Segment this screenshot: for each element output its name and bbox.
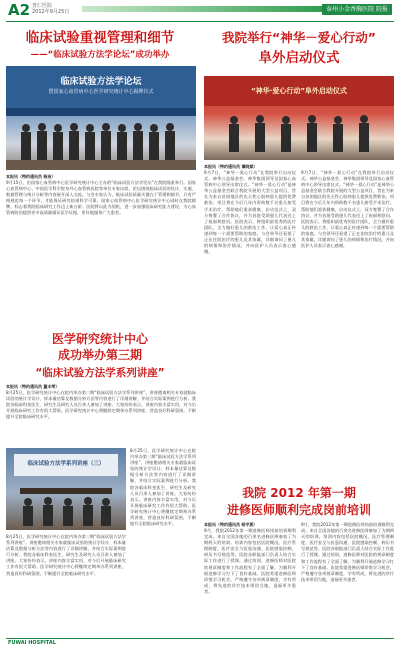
article1-subtitle: ——“临床试验方法学论坛”成功举办 bbox=[30, 50, 170, 60]
article1-body: 9月15日，由国家心血管病中心医学研究统计中心主办的“临床试验方法学论坛”在我院隆重举行。国家心血管病中心、中国医学科学院阜外心血管病医院等单位专家出席。论坛围绕临床试验的设计、实施、数据管理与统计分析等内容展开深入交流。与会专家认为，临床试验质量关键在于管理和细节，只有严格规范每一个环节，才能保证研究结果科学可靠。国家心血管病中心医学研究统计中心同时在我院揭牌，标志着我院临床研究工作迈上新台阶。医院将以此为契机，进一步加强临床研究能力建设，为心血管病防治提供更多高质量循证医学证据，更好地服务广大患者。 bbox=[6, 180, 196, 216]
article2-title-line3: “临床试验方法学系列讲座” bbox=[35, 367, 165, 379]
article1-photo-subbanner: 暨国家心血管病中心医学研究统计中心揭牌仪式 bbox=[48, 89, 154, 95]
article1-photo-banner: 临床试验方法学论坛 bbox=[60, 77, 142, 87]
issue-line-2: 2012年9月25日 bbox=[32, 9, 70, 15]
article1-byline: 本报讯（特约通讯员 杨洁） bbox=[6, 174, 56, 179]
article2-title-line2: 成功举办第三期 bbox=[57, 348, 142, 362]
article3-photo bbox=[204, 76, 394, 160]
article1-title: 临床试验重视管理和细节 bbox=[25, 30, 175, 46]
issue-date bbox=[32, 3, 69, 15]
article2-body-bottom: 8月25日，医学研究统计中心在院内举办第三期“临床试验方法学系列讲座”。讲座邀请相关专家就临床试验的统计学设计、样本量估算及数据分析方法等内容进行了详细讲解，并结合实际案例进行分析。我院各临床科室医生、研究生及研究人员百余人参加了讲座。大家纷纷表示，讲座内容丰富实用，对今后开展临床研究工作有很大帮助。医学研究统计中心将继续定期举办系列讲座，营造良好科研氛围，不断提升全院临床研究水平。 bbox=[6, 534, 126, 576]
footer-rule bbox=[6, 638, 394, 639]
section-label: 泰州小金香胸医院 院报 bbox=[322, 4, 392, 15]
article2-photo-banner: 临床试验方法学系列讲座（三） bbox=[27, 461, 105, 467]
page-header bbox=[0, 0, 400, 22]
article2-body-side: 8月25日，医学研究统计中心在院内举办第三期“临床试验方法学系列讲座”。讲座邀请相关专家就临床试验的统计学设计、样本量估算及数据分析方法等内容进行了详细讲解，并结合实际案例进行分析。我院各临床科室医生、研究生及研究人员百余人参加了讲座。大家纷纷表示，讲座内容丰富实用，对今后开展临床研究工作有很大帮助。医学研究统计中心将继续定期举办系列讲座，营造良好科研氛围，不断提升全院临床研究水平。 bbox=[130, 448, 196, 527]
issue-line-1: 普仁医院 bbox=[32, 3, 53, 9]
article3-title-line2: 阜外启动仪式 bbox=[258, 50, 340, 66]
article4-title-line1: 我院 2012 年第一期 bbox=[242, 486, 356, 500]
article4-byline: 本报讯（特约通讯员 杨宇燕） bbox=[204, 522, 258, 527]
article2-photo bbox=[6, 448, 126, 530]
page-number: A2 bbox=[8, 1, 31, 19]
article3-title-line1: 我院举行“神华－爱心行动” bbox=[222, 30, 376, 45]
header-decor-bar bbox=[82, 6, 332, 12]
article3-photo-banner: “神华·爱心行动”阜外启动仪式 bbox=[251, 87, 347, 95]
page-footer bbox=[0, 638, 400, 650]
article3-byline: 本报讯（特约通讯员 谭晓斌） bbox=[204, 164, 258, 169]
article2-title-line1: 医学研究统计中心 bbox=[51, 332, 148, 346]
article2-body-top: 8月25日，医学研究统计中心在院内举办第三期“临床试验方法学系列讲座”。讲座邀请相关专家就临床试验的统计学设计、样本量估算及数据分析方法等内容进行了详细讲解，并结合实际案例进行分析。我院各临床科室医生、研究生及研究人员百余人参加了讲座。大家纷纷表示，讲座内容丰富实用，对今后开展临床研究工作有很大帮助。医学研究统计中心将继续定期举办系列讲座，营造良好科研氛围，不断提升全院临床研究水平。 bbox=[6, 390, 196, 420]
header-rule bbox=[6, 21, 394, 22]
footer-logo-text: FUWAI HOSPITAL bbox=[8, 640, 56, 646]
article4-body-col2: 9月，我院2012年第一期进修医师岗前培训顺利完成。来自全国各地的百余名进修医师参加了为期两天的培训。培训内容包括医院概况、医疗管理制度、医疗安全与医患沟通、医院感染控制、病历书写规范等。医院各职能部门负责人结合实际工作进行了授课。通过培训，进修医师对医院的规章制度和工作流程有了全面了解，为顺利开展进修学习打下了良好基础。医院希望进修医师珍惜学习机会，严格遵守各项规章制度，学有所成，将先进的诊疗技术带回当地，造福更多患者。 bbox=[301, 522, 394, 582]
article1-photo bbox=[6, 66, 196, 170]
article3-body-col2: 9月7日，“神华－爱心行动”在我院举行启动仪式。神华公益基金会、神华集团领导及国家心血管病中心领导出席仪式。“神华－爱心行动”是神华公益基金会联合我院开展的大型公益项目，旨在为来自贫困地区的先天性心脏病患儿提供免费救治。项目将在今后几年内资助数千名患儿接受手术治疗，帮助他们重获健康。启动仪式上，双方签署了合作协议，并为首批受助患儿代表送上了祝福和慰问。医院表示，将组织最优秀的医疗团队，全力做好患儿的救治工作，让爱心真正传递到每一个需要帮助的家庭。与会领导还看望了正在住院治疗的患儿及其家属，详细询问了患儿的病情和治疗情况，并向医护人员表示衷心感谢。 bbox=[301, 170, 394, 249]
article3-body-col1: 9月7日，“神华－爱心行动”在我院举行启动仪式。神华公益基金会、神华集团领导及国家心血管病中心领导出席仪式。“神华－爱心行动”是神华公益基金会联合我院开展的大型公益项目，旨在为来自贫困地区的先天性心脏病患儿提供免费救治。项目将在今后几年内资助数千名患儿接受手术治疗，帮助他们重获健康。启动仪式上，双方签署了合作协议，并为首批受助患儿代表送上了祝福和慰问。医院表示，将组织最优秀的医疗团队，全力做好患儿的救治工作，让爱心真正传递到每一个需要帮助的家庭。与会领导还看望了正在住院治疗的患儿及其家属，详细询问了患儿的病情和治疗情况，并向医护人员表示衷心感谢。 bbox=[204, 170, 296, 255]
article2-byline: 本报讯（特约通讯员 董丰荣） bbox=[6, 384, 60, 389]
article4-body-col1: 9月，我院2012年第一期进修医师岗前培训顺利完成。来自全国各地的百余名进修医师参加了为期两天的培训。培训内容包括医院概况、医疗管理制度、医疗安全与医患沟通、医院感染控制、病历书写规范等。医院各职能部门负责人结合实际工作进行了授课。通过培训，进修医师对医院的规章制度和工作流程有了全面了解，为顺利开展进修学习打下了良好基础。医院希望进修医师珍惜学习机会，严格遵守各项规章制度，学有所成，将先进的诊疗技术带回当地，造福更多患者。 bbox=[204, 528, 296, 594]
article4-title-line2: 进修医师顺利完成岗前培训 bbox=[226, 503, 371, 517]
